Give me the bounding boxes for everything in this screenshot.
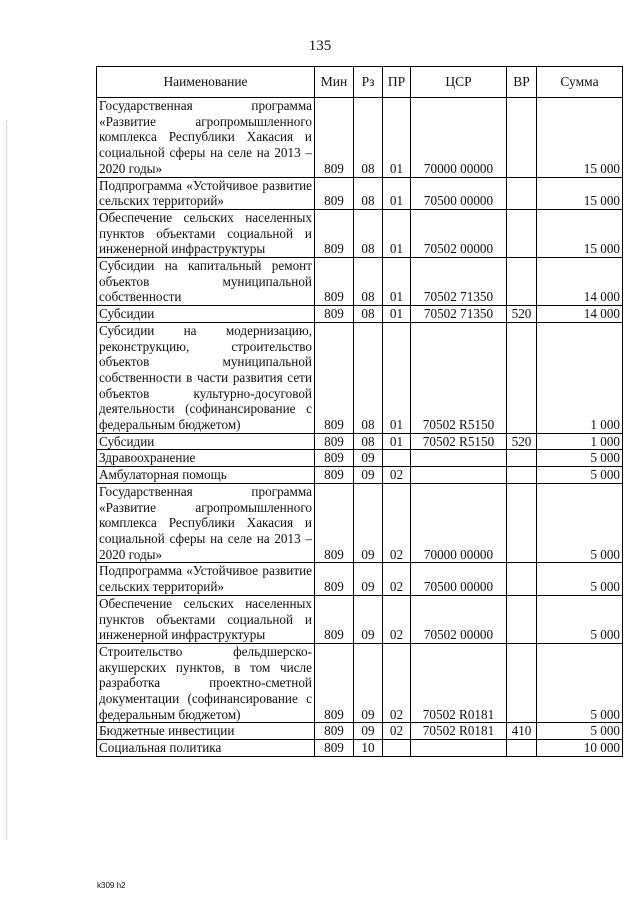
header-name: Наименование bbox=[97, 67, 315, 98]
cell-name: Обеспечение сельских населенных пунктов объектами социальной и инженерной инфраструктуры bbox=[97, 209, 315, 257]
cell-sum: 5 000 bbox=[537, 450, 623, 467]
cell-vr bbox=[507, 322, 537, 433]
table-row bbox=[97, 433, 623, 450]
cell-min: 809 bbox=[315, 258, 354, 306]
cell-rz: 08 bbox=[354, 177, 383, 209]
cell-pr: 02 bbox=[383, 643, 411, 723]
cell-pr: 01 bbox=[383, 98, 411, 178]
cell-min: 809 bbox=[315, 563, 354, 595]
cell-csr bbox=[411, 467, 507, 484]
cell-csr: 70000 00000 bbox=[411, 483, 507, 563]
cell-min: 809 bbox=[315, 450, 354, 467]
cell-sum: 1 000 bbox=[537, 433, 623, 450]
table-row bbox=[97, 740, 623, 757]
cell-name: Подпрограмма «Устойчивое развитие сельских территорий» bbox=[97, 563, 315, 595]
table-row bbox=[97, 483, 623, 563]
cell-min: 809 bbox=[315, 483, 354, 563]
cell-rz: 08 bbox=[354, 433, 383, 450]
cell-vr: 410 bbox=[507, 723, 537, 740]
cell-rz: 10 bbox=[354, 740, 383, 757]
cell-vr bbox=[507, 258, 537, 306]
cell-vr bbox=[507, 177, 537, 209]
header-min: Мин bbox=[315, 67, 354, 98]
cell-rz: 09 bbox=[354, 483, 383, 563]
cell-vr bbox=[507, 595, 537, 643]
cell-rz: 08 bbox=[354, 258, 383, 306]
cell-name: Обеспечение сельских населенных пунктов объектами социальной и инженерной инфраструктуры bbox=[97, 595, 315, 643]
table-row bbox=[97, 306, 623, 323]
cell-name: Здравоохранение bbox=[97, 450, 315, 467]
cell-sum: 5 000 bbox=[537, 723, 623, 740]
cell-rz: 08 bbox=[354, 98, 383, 178]
cell-rz: 09 bbox=[354, 450, 383, 467]
cell-sum: 1 000 bbox=[537, 322, 623, 433]
table-row bbox=[97, 209, 623, 257]
cell-name: Строительство фельдшерско-акушерских пунктов, в том числе разработка проектно-сметной документации (софинансирование с федеральным бюджетом) bbox=[97, 643, 315, 723]
cell-name: Субсидии на модернизацию, реконструкцию, строительство объектов муниципальной собственности в части развития сети объектов культурно-досуговой деятельности (софинансирование с федеральным бюджетом) bbox=[97, 322, 315, 433]
cell-csr bbox=[411, 740, 507, 757]
cell-min: 809 bbox=[315, 209, 354, 257]
cell-name: Субсидии на капитальный ремонт объектов муниципальной собственности bbox=[97, 258, 315, 306]
cell-vr bbox=[507, 467, 537, 484]
cell-rz: 08 bbox=[354, 306, 383, 323]
cell-rz: 09 bbox=[354, 595, 383, 643]
table-row bbox=[97, 595, 623, 643]
cell-pr: 01 bbox=[383, 306, 411, 323]
cell-name: Социальная политика bbox=[97, 740, 315, 757]
cell-pr: 02 bbox=[383, 563, 411, 595]
table-row bbox=[97, 467, 623, 484]
table-row bbox=[97, 177, 623, 209]
cell-sum: 5 000 bbox=[537, 467, 623, 484]
cell-csr: 70502 R5150 bbox=[411, 433, 507, 450]
cell-pr: 02 bbox=[383, 723, 411, 740]
cell-vr bbox=[507, 643, 537, 723]
cell-pr: 01 bbox=[383, 177, 411, 209]
cell-vr: 520 bbox=[507, 433, 537, 450]
page-number: 135 bbox=[308, 38, 332, 54]
cell-rz: 09 bbox=[354, 467, 383, 484]
cell-sum: 5 000 bbox=[537, 595, 623, 643]
cell-rz: 09 bbox=[354, 563, 383, 595]
cell-min: 809 bbox=[315, 467, 354, 484]
cell-csr: 70000 00000 bbox=[411, 98, 507, 178]
footer-code: k309 h2 bbox=[97, 881, 126, 890]
cell-pr: 02 bbox=[383, 483, 411, 563]
cell-name: Субсидии bbox=[97, 306, 315, 323]
cell-csr: 70502 R5150 bbox=[411, 322, 507, 433]
cell-csr: 70500 00000 bbox=[411, 177, 507, 209]
cell-pr: 02 bbox=[383, 595, 411, 643]
cell-sum: 5 000 bbox=[537, 483, 623, 563]
table-row bbox=[97, 258, 623, 306]
table-row bbox=[97, 322, 623, 433]
cell-csr: 70502 R0181 bbox=[411, 723, 507, 740]
cell-sum: 5 000 bbox=[537, 643, 623, 723]
cell-min: 809 bbox=[315, 177, 354, 209]
table-row bbox=[97, 450, 623, 467]
header-vr: ВР bbox=[507, 67, 537, 98]
cell-name: Государственная программа «Развитие агропромышленного комплекса Республики Хакасия и социальной сферы на селе на 2013 – 2020 годы» bbox=[97, 483, 315, 563]
cell-sum: 15 000 bbox=[537, 98, 623, 178]
cell-vr bbox=[507, 98, 537, 178]
cell-pr bbox=[383, 450, 411, 467]
cell-rz: 08 bbox=[354, 209, 383, 257]
cell-pr: 01 bbox=[383, 258, 411, 306]
cell-vr bbox=[507, 209, 537, 257]
cell-min: 809 bbox=[315, 433, 354, 450]
cell-csr bbox=[411, 450, 507, 467]
table-row bbox=[97, 643, 623, 723]
table-row bbox=[97, 723, 623, 740]
cell-rz: 09 bbox=[354, 723, 383, 740]
margin-scan-marks bbox=[6, 120, 9, 840]
cell-pr: 01 bbox=[383, 433, 411, 450]
cell-vr bbox=[507, 450, 537, 467]
cell-csr: 70502 71350 bbox=[411, 306, 507, 323]
cell-pr: 01 bbox=[383, 209, 411, 257]
cell-vr bbox=[507, 563, 537, 595]
cell-csr: 70502 00000 bbox=[411, 209, 507, 257]
cell-csr: 70502 00000 bbox=[411, 595, 507, 643]
cell-csr: 70502 71350 bbox=[411, 258, 507, 306]
header-sum: Сумма bbox=[537, 67, 623, 98]
header-rz: Рз bbox=[354, 67, 383, 98]
header-csr: ЦСР bbox=[411, 67, 507, 98]
cell-pr bbox=[383, 740, 411, 757]
cell-sum: 15 000 bbox=[537, 209, 623, 257]
cell-min: 809 bbox=[315, 595, 354, 643]
cell-min: 809 bbox=[315, 322, 354, 433]
cell-vr bbox=[507, 740, 537, 757]
cell-name: Амбулаторная помощь bbox=[97, 467, 315, 484]
cell-min: 809 bbox=[315, 306, 354, 323]
table-header-row bbox=[97, 67, 623, 98]
cell-sum: 10 000 bbox=[537, 740, 623, 757]
cell-sum: 5 000 bbox=[537, 563, 623, 595]
cell-min: 809 bbox=[315, 723, 354, 740]
cell-sum: 15 000 bbox=[537, 177, 623, 209]
cell-name: Субсидии bbox=[97, 433, 315, 450]
cell-sum: 14 000 bbox=[537, 258, 623, 306]
table-row bbox=[97, 98, 623, 178]
header-pr: ПР bbox=[383, 67, 411, 98]
cell-rz: 08 bbox=[354, 322, 383, 433]
cell-name: Бюджетные инвестиции bbox=[97, 723, 315, 740]
budget-table bbox=[96, 66, 623, 757]
cell-min: 809 bbox=[315, 643, 354, 723]
cell-name: Подпрограмма «Устойчивое развитие сельских территорий» bbox=[97, 177, 315, 209]
cell-vr: 520 bbox=[507, 306, 537, 323]
cell-pr: 01 bbox=[383, 322, 411, 433]
cell-sum: 14 000 bbox=[537, 306, 623, 323]
cell-min: 809 bbox=[315, 740, 354, 757]
cell-csr: 70500 00000 bbox=[411, 563, 507, 595]
cell-rz: 09 bbox=[354, 643, 383, 723]
cell-vr bbox=[507, 483, 537, 563]
cell-min: 809 bbox=[315, 98, 354, 178]
cell-name: Государственная программа «Развитие агропромышленного комплекса Республики Хакасия и социальной сферы на селе на 2013 – 2020 годы» bbox=[97, 98, 315, 178]
cell-csr: 70502 R0181 bbox=[411, 643, 507, 723]
table-row bbox=[97, 563, 623, 595]
cell-pr: 02 bbox=[383, 467, 411, 484]
